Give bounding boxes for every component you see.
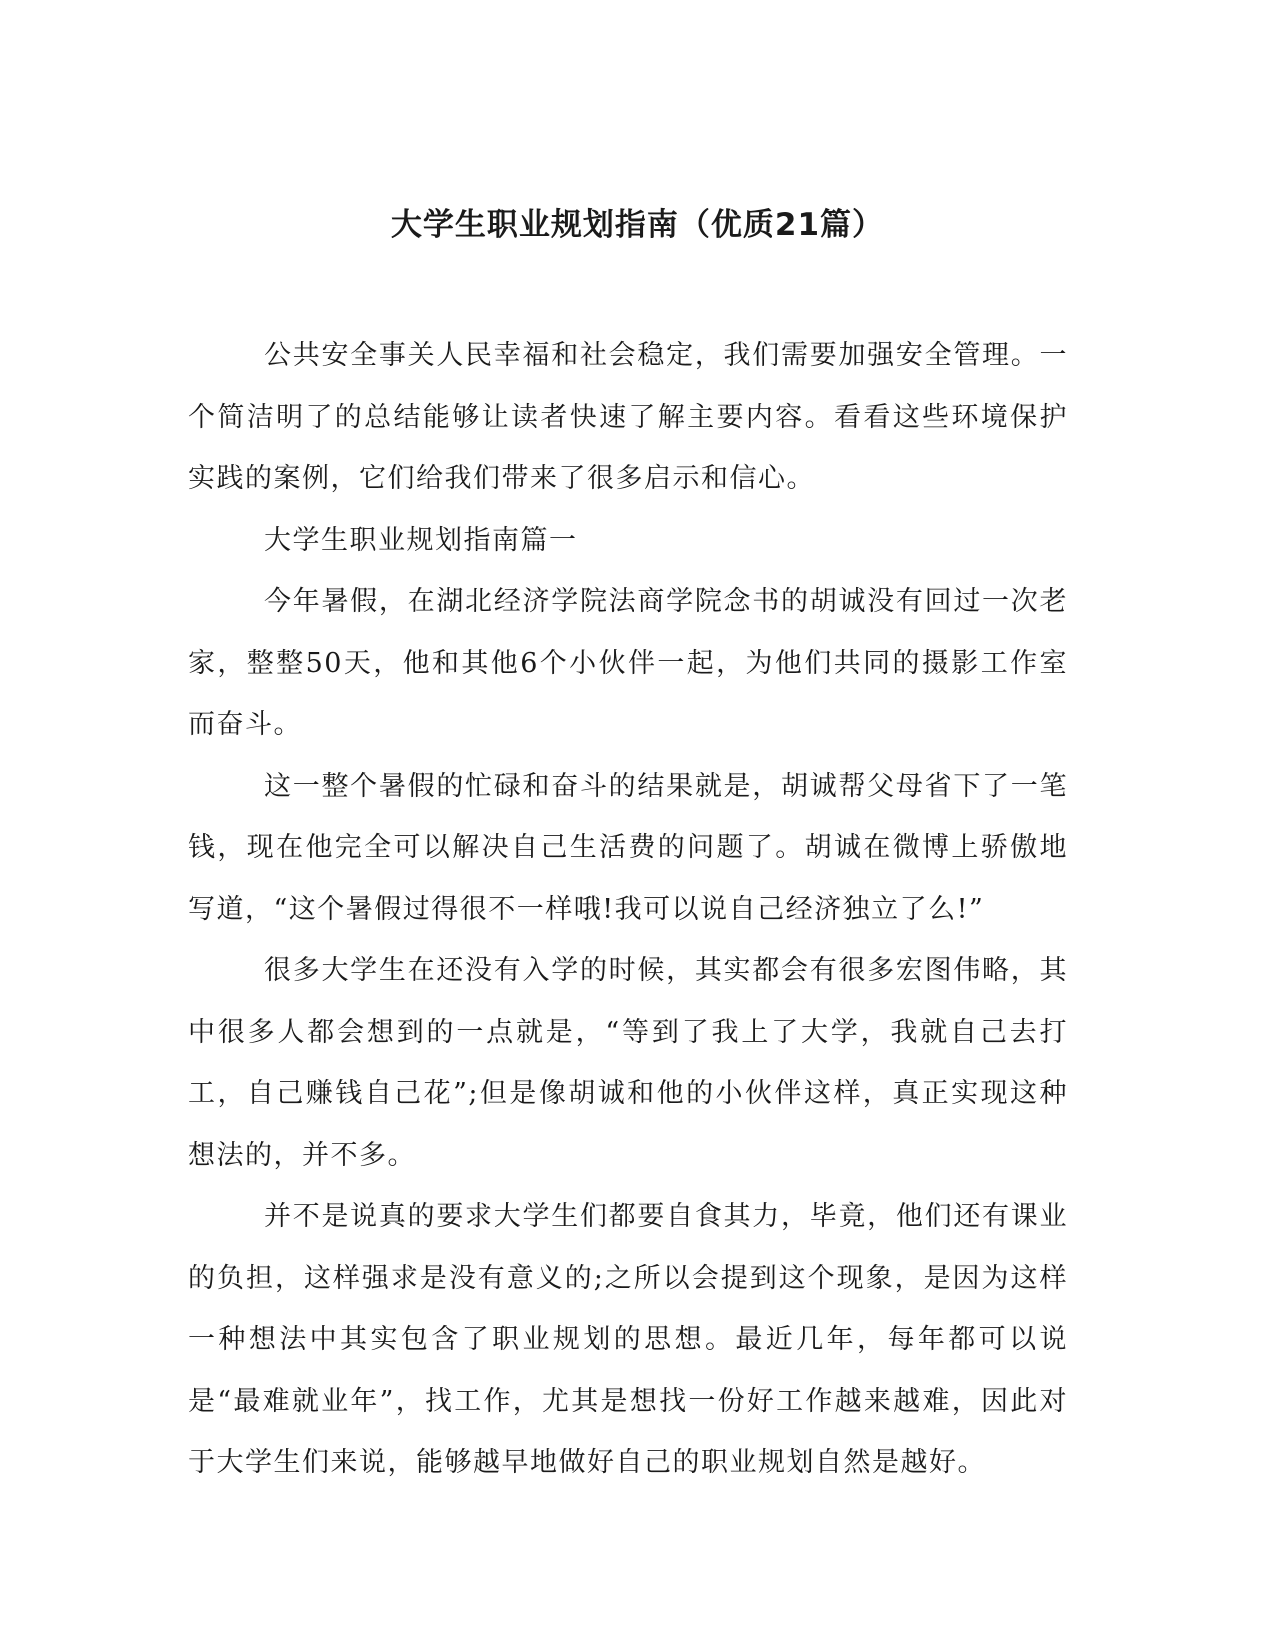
- paragraph: 并不是说真的要求大学生们都要自食其力，毕竟，他们还有课业的负担，这样强求是没有意义的;之所以会提到这个现象，是因为这样一种想法中其实包含了职业规划的思想。最近几年，每年都可以说是“最难就业年”，找工作，尤其是想找一份好工作越来越难，因此对于大学生们来说，能够越早地做好自己的职业规划自然是越好。: [188, 1201, 1068, 1478]
- paragraph-intro: 公共安全事关人民幸福和社会稳定，我们需要加强安全管理。一个简洁明了的总结能够让读者快速了解主要内容。看看这些环境保护实践的案例，它们给我们带来了很多启示和信心。: [188, 340, 1068, 494]
- paragraph: 今年暑假，在湖北经济学院法商学院念书的胡诚没有回过一次老家，整整50天，他和其他6个小伙伴一起，为他们共同的摄影工作室而奋斗。: [188, 586, 1068, 740]
- document-body: [188, 325, 1068, 1494]
- paragraph: 这一整个暑假的忙碌和奋斗的结果就是，胡诚帮父母省下了一笔钱，现在他完全可以解决自己生活费的问题了。胡诚在微博上骄傲地写道，“这个暑假过得很不一样哦!我可以说自己经济独立了么!”: [188, 770, 1068, 925]
- section-heading: 大学生职业规划指南篇一: [264, 524, 578, 556]
- paragraph: 很多大学生在还没有入学的时候，其实都会有很多宏图伟略，其中很多人都会想到的一点就是，“等到了我上了大学，我就自己去打工，自己赚钱自己花”;但是像胡诚和他的小伙伴这样，真正实现这种想法的，并不多。: [188, 955, 1068, 1171]
- document-title: 大学生职业规划指南（优质21篇）: [390, 207, 885, 243]
